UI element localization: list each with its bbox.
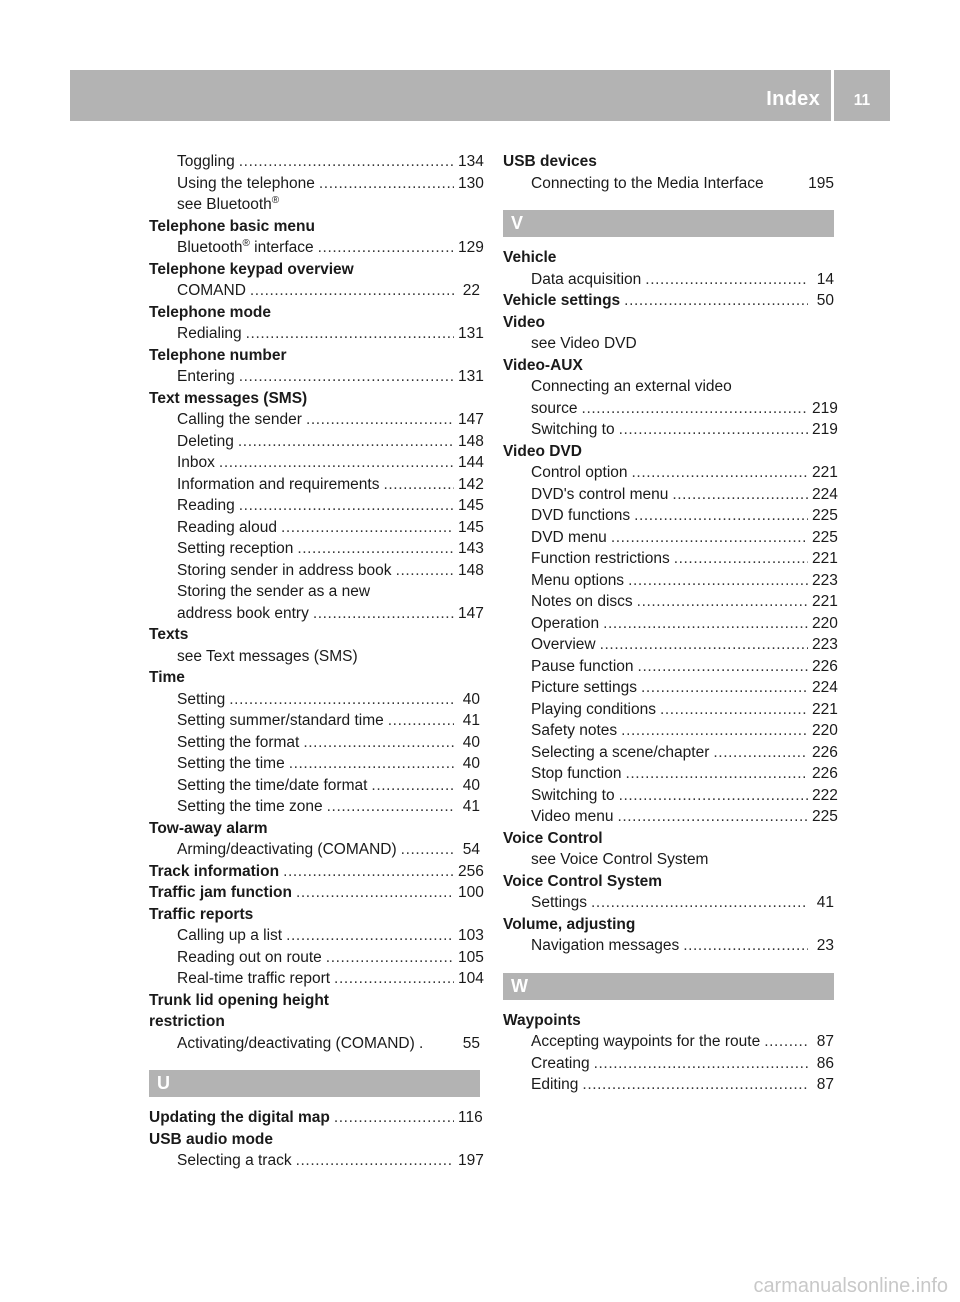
index-entry: Setting the format ..... 40 [149,732,480,754]
index-entry: Function restrictions ..... 221 [503,548,834,570]
index-entry: Entering ..... 131 [149,366,480,388]
index-entry: DVD functions ..... 225 [503,505,834,527]
index-entry: Data acquisition ..... 14 [503,269,834,291]
index-entry: Video menu ..... 225 [503,806,834,828]
index-heading: Volume, adjusting [503,915,636,933]
index-entry: Setting the time zone ..... 41 [149,796,480,818]
index-heading: Traffic reports [149,905,254,923]
index-heading-entry: Vehicle settings ..... 50 [503,290,834,312]
index-heading-entry: Traffic jam function ..... 100 [149,882,480,904]
index-entry: Switching to ..... 219 [503,419,834,441]
index-entry: Using the telephone ..... 130 [149,173,480,195]
index-heading: Video-AUX [503,356,583,374]
page-number: 11 [853,92,871,109]
index-entry: Activating/deactivating (COMAND) . 55 [177,1034,480,1052]
index-heading-entry: Track information ..... 256 [149,861,480,883]
section-header-v: V [503,210,834,237]
index-heading: Video DVD [503,442,582,460]
index-heading: Trunk lid opening height [149,991,329,1009]
section-header-w: W [503,973,834,1000]
index-entry: Bluetooth® interface ..... 129 [149,237,480,259]
index-cross-reference: see Text messages (SMS) [177,647,358,665]
index-heading: Vehicle [503,249,557,266]
index-entry-continued: Connecting an external video [531,378,732,395]
index-entry: Navigation messages ..... 23 [503,935,834,957]
index-entry: Toggling ..... 134 [149,151,480,173]
index-entry: Selecting a track ..... 197 [149,1150,480,1172]
index-heading: Text messages (SMS) [149,389,308,407]
index-entry: Connecting to the Media Interface 195 [531,174,834,192]
index-heading: Telephone keypad overview [149,260,354,278]
section-header-u: U [149,1070,480,1097]
page-title: Index [766,88,820,110]
index-entry: source ..... 219 [503,398,834,420]
index-heading: Telephone number [149,346,287,364]
index-column-right [503,151,838,1096]
index-entry: Menu options ..... 223 [503,570,834,592]
index-entry: Setting reception ..... 143 [149,538,480,560]
index-entry: Reading aloud ..... 145 [149,517,480,539]
index-heading: USB devices [503,153,597,170]
index-cross-reference: see Bluetooth® [177,194,280,213]
index-entry: Real-time traffic report ..... 104 [149,968,480,990]
index-cross-reference: see Voice Control System [531,851,709,868]
index-entry: DVD's control menu ..... 224 [503,484,834,506]
index-entry: Calling up a list ..... 103 [149,925,480,947]
index-cross-reference: see Video DVD [531,335,637,352]
index-entry: Arming/deactivating (COMAND) ..... 54 [149,839,480,861]
index-entry: Selecting a scene/chapter ..... 226 [503,742,834,764]
index-heading: Tow-away alarm [149,819,268,837]
index-entry: Editing ..... 87 [503,1074,834,1096]
index-entry: Redialing ..... 131 [149,323,480,345]
index-heading: Telephone basic menu [149,217,315,235]
index-heading: restriction [149,1013,225,1030]
index-entry: Reading ..... 145 [149,495,480,517]
index-entry: Switching to ..... 222 [503,785,834,807]
index-entry: Safety notes ..... 220 [503,720,834,742]
index-entry: Reading out on route ..... 105 [149,947,480,969]
index-heading: Texts [149,626,189,643]
index-entry: Pause function ..... 226 [503,656,834,678]
index-entry: Setting ..... 40 [149,689,480,711]
index-entry: Calling the sender ..... 147 [149,409,480,431]
index-entry: Notes on discs ..... 221 [503,591,834,613]
index-entry: Picture settings ..... 224 [503,677,834,699]
index-entry: Information and requirements ..... 142 [149,474,480,496]
index-entry: COMAND ..... 22 [149,280,480,302]
index-entry-continued: Storing the sender as a new [177,583,371,600]
index-entry: Accepting waypoints for the route ..... 87 [503,1031,834,1053]
index-entry: address book entry ..... 147 [149,603,480,625]
index-heading: Waypoints [503,1011,581,1029]
index-entry: DVD menu ..... 225 [503,527,834,549]
index-heading: USB audio mode [149,1130,274,1148]
index-entry: Deleting ..... 148 [149,431,480,453]
index-entry: Setting the time/date format ..... 40 [149,775,480,797]
index-heading: Telephone mode [149,303,272,321]
index-entry: Setting summer/standard time ..... 41 [149,710,480,732]
index-heading: Voice Control [503,829,603,847]
index-entry: Overview ..... 223 [503,634,834,656]
watermark: carmanualsonline.info [753,1275,948,1297]
index-entry: Creating ..... 86 [503,1053,834,1075]
index-entry: Control option ..... 221 [503,462,834,484]
index-heading-entry: Updating the digital map ..... 116 [149,1107,480,1129]
index-entry: Storing sender in address book ..... 148 [149,560,480,582]
index-heading: Time [149,669,185,686]
index-entry: Playing conditions ..... 221 [503,699,834,721]
index-entry: Setting the time ..... 40 [149,753,480,775]
index-column-left [149,151,484,1172]
index-entry: Stop function ..... 226 [503,763,834,785]
index-entry: Operation ..... 220 [503,613,834,635]
index-entry: Inbox ..... 144 [149,452,480,474]
index-heading: Video [503,313,545,331]
index-entry: Settings ..... 41 [503,892,834,914]
index-heading: Voice Control System [503,872,663,890]
